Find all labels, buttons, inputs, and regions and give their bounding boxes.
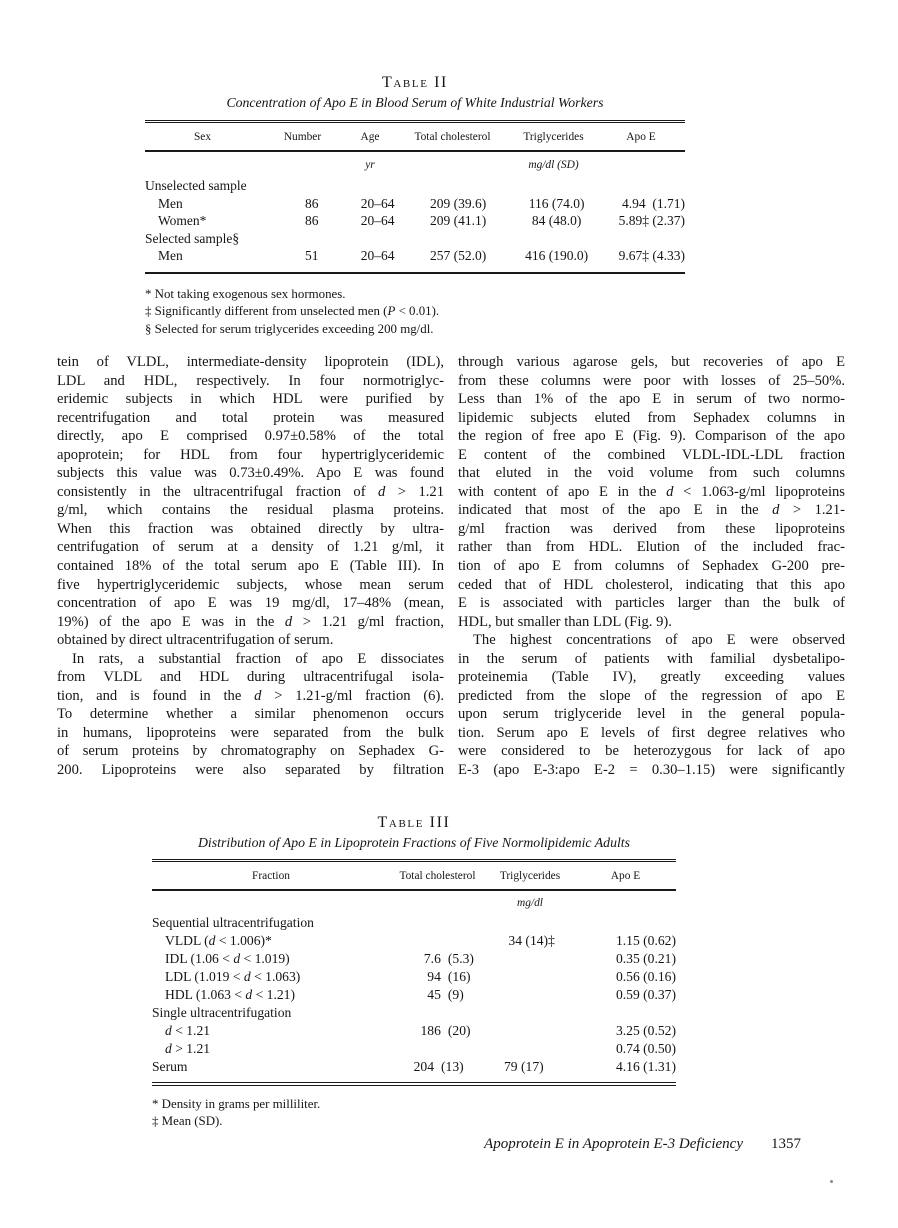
body-line: from VLDL and HDL during ultracentrifugal isola- <box>57 669 444 686</box>
table-2-cell: 51 <box>304 248 319 264</box>
table-3-row-label: IDL (1.06 < d < 1.019) <box>165 951 290 966</box>
body-line: E is associated with particles larger than the bulk of <box>458 595 845 612</box>
table-3 <box>152 814 676 1131</box>
table-3-footnote: ‡ Mean (SD). <box>152 1114 223 1129</box>
table-3-cholesterol-sd: (13) <box>441 1059 464 1074</box>
table-3-cholesterol-value <box>397 932 441 950</box>
table-3-cell-triglycerides: 34 (14)‡ <box>508 933 555 948</box>
table-2-row <box>145 195 685 213</box>
table-2-cell <box>597 230 685 248</box>
body-line: that eluted in the void volume from such columns <box>458 465 845 482</box>
table-3-cell-cholesterol <box>397 968 490 986</box>
table-3-row-label: HDL (1.063 < d < 1.21) <box>165 987 295 1002</box>
table-3-cell-apoe: 3.25 (0.52) <box>615 1023 676 1038</box>
body-line: subjects this value was 0.73±0.49%. Apo E was found <box>57 465 444 482</box>
body-line: HDL, but smaller than LDL (Fig. 9). <box>458 613 672 630</box>
table-2-units-mid: mg/dl (SD) <box>528 158 579 171</box>
body-line: five hypertriglyceridemic subjects, whose mean serum <box>57 576 444 593</box>
table-3-cholesterol-sd: (9) <box>447 987 464 1002</box>
table-3-cell-apoe <box>575 1004 676 1022</box>
body-line: E content of the combined VLDL-IDL-LDL fraction <box>458 446 845 463</box>
body-line: 19%) of the apo E was in the d > 1.21 g/ml fraction, <box>57 613 444 630</box>
table-3-subtitle: Distribution of Apo E in Lipoprotein Fractions of Five Normolipidemic Adults <box>197 835 631 850</box>
body-line: tion, and is found in the d > 1.21-g/ml fraction (6). <box>57 687 444 704</box>
table-2-cell: 116 (74.0) <box>528 195 585 211</box>
table-3-row <box>152 968 676 986</box>
body-line: proteinemia (Table IV), greatly exceeding values <box>458 669 845 686</box>
body-line: obtained by direct ultracentrifugation of serum. <box>57 632 334 649</box>
body-line: When this fraction was obtained directly by ultra- <box>57 520 444 537</box>
table-2-cell <box>395 177 510 195</box>
table-2-col-header: Triglycerides <box>523 130 584 143</box>
body-line: concentration of apo E was 19 mg/dl, 17–48% (mean, <box>57 595 444 612</box>
table-3-cell-triglycerides <box>489 968 577 986</box>
table-3-row <box>152 986 676 1004</box>
table-3-footnotes <box>152 1096 676 1131</box>
table-2-cell <box>510 177 597 195</box>
body-line: of serum proteins by chromatography on Sephadex G- <box>57 743 444 760</box>
body-line: recentrifugation and total protein was measured <box>57 409 444 426</box>
running-title: Apoprotein E in Apoprotein E-3 Deficiency <box>484 1136 743 1152</box>
table-2 <box>145 74 685 338</box>
table-3-units-row <box>152 891 676 914</box>
body-line: lipidemic subjects eluted from Sephadex columns in <box>458 409 845 426</box>
body-line: through various agarose gels, but recoveries of apo E <box>458 354 845 370</box>
table-3-cell-triglycerides <box>485 1004 575 1022</box>
table-2-footnote: * Not taking exogenous sex hormones. <box>145 286 346 301</box>
table-2-footnote: ‡ Significantly different from unselected men (P < 0.01). <box>145 304 440 319</box>
table-2-cell <box>260 230 345 248</box>
table-2-col-header: Total cholesterol <box>414 130 491 143</box>
table-3-cell-triglycerides <box>489 1022 577 1040</box>
body-line: 200. Lipoproteins were also separated by filtration <box>57 762 444 779</box>
body-line: LDL and HDL, respectively. In four normotriglyc- <box>57 372 444 389</box>
body-line: tion of apo E from columns of Sephadex G-200 pre- <box>458 558 845 575</box>
table-2-cell: 20–64 <box>360 248 395 264</box>
table-2-row <box>145 230 685 248</box>
table-3-cholesterol-sd: (5.3) <box>447 951 474 966</box>
body-line: tein of VLDL, intermediate-density lipoprotein (IDL), <box>57 354 444 370</box>
table-3-cell-apoe: 4.16 (1.31) <box>615 1059 676 1074</box>
table-2-row-label: Unselected sample <box>145 178 247 193</box>
table-2-units-row <box>145 152 685 177</box>
body-line: predicted from the slope of the regression of apo E <box>458 687 845 704</box>
table-3-row-label: LDL (1.019 < d < 1.063) <box>165 969 301 984</box>
table-2-row <box>145 212 685 230</box>
table-2-cell <box>260 177 345 195</box>
table-3-row <box>152 914 676 932</box>
table-2-cell: 86 <box>304 213 319 229</box>
body-line: tion. Serum apo E levels of first degree relatives who <box>458 724 845 741</box>
table-2-cell <box>345 177 395 195</box>
table-3-cell-triglycerides <box>489 950 577 968</box>
table-3-cell-cholesterol <box>397 1040 490 1058</box>
table-3-cell-cholesterol <box>397 950 490 968</box>
table-2-footnote: § Selected for serum triglycerides exceeding 200 mg/dl. <box>145 321 434 336</box>
table-2-row-label: Men <box>158 248 183 264</box>
body-line: upon serum triglyceride level in the general popula- <box>458 706 845 723</box>
body-line: E-3 (apo E-3:apo E-2 = 0.30–1.15) were significantly <box>458 762 845 779</box>
body-line: were considered to be heterozygous for lack of apo <box>458 743 845 760</box>
table-2-grid <box>145 120 685 274</box>
table-3-row <box>152 1022 676 1040</box>
scan-speck <box>830 1180 833 1183</box>
table-3-col-header: Total cholesterol <box>399 869 476 882</box>
table-2-cell <box>597 177 685 195</box>
table-3-row-label: Single ultracentrifugation <box>152 1005 292 1020</box>
table-2-cell <box>345 230 395 248</box>
body-line: in humans, lipoproteins were separated from the bulk <box>57 724 444 741</box>
table-2-footnotes <box>145 286 685 338</box>
body-line: The highest concentrations of apo E were observed <box>473 632 845 649</box>
table-3-cholesterol-sd: (20) <box>447 1023 471 1038</box>
table-3-cell-cholesterol <box>397 1022 490 1040</box>
body-line: ceded that of HDL cholesterol, indicating that this apo <box>458 576 845 593</box>
table-2-col-header: Age <box>360 130 380 143</box>
body-line: To determine whether a similar phenomenon occurs <box>57 706 444 723</box>
table-3-col-header: Fraction <box>252 869 290 882</box>
table-2-cell: 20–64 <box>360 213 395 229</box>
table-2-cell <box>510 230 597 248</box>
table-3-cell-cholesterol <box>390 1004 485 1022</box>
table-2-cell <box>395 230 510 248</box>
table-3-cell-apoe: 0.35 (0.21) <box>615 951 676 966</box>
table-3-row-label: d > 1.21 <box>165 1041 211 1056</box>
table-2-row <box>145 247 685 265</box>
page-footer <box>0 1136 801 1153</box>
table-3-cell-apoe: 0.59 (0.37) <box>615 987 676 1002</box>
table-3-row <box>152 932 676 950</box>
table-3-cholesterol-value <box>390 914 434 932</box>
table-3-cholesterol-value: 94 <box>427 969 441 984</box>
table-2-col-header: Number <box>283 130 322 143</box>
table-3-col-header: Apo E <box>610 869 641 882</box>
table-2-cell: 416 (190.0) <box>525 248 589 264</box>
body-line: from these columns were poor with losses of 25–50%. <box>458 372 845 389</box>
table-3-grid <box>152 859 676 1086</box>
table-3-col-header: Triglycerides <box>499 869 561 882</box>
table-3-row <box>152 1058 676 1076</box>
table-3-cholesterol-value <box>397 1040 441 1058</box>
table-3-cholesterol-value <box>390 1004 434 1022</box>
table-3-cholesterol-value: 45 <box>427 987 441 1002</box>
body-column-right <box>458 353 845 780</box>
table-2-cell: 4.94 (1.71) <box>622 195 685 211</box>
body-line: with content of apo E in the d < 1.063-g/ml lipoproteins <box>458 483 845 500</box>
table-3-cell-apoe: 1.15 (0.62) <box>615 933 676 948</box>
table-3-footnote: * Density in grams per milliliter. <box>152 1097 321 1111</box>
table-3-cell-apoe <box>575 914 676 932</box>
table-3-cell-triglycerides: 79 (17) <box>504 1059 544 1074</box>
table-2-units-age: yr <box>365 158 375 171</box>
table-2-row-label: Women* <box>158 213 207 229</box>
table-3-title: Table III <box>377 814 451 831</box>
table-2-title: Table II <box>382 74 448 91</box>
table-2-cell: 20–64 <box>360 195 395 211</box>
table-3-cholesterol-sd: (16) <box>447 969 471 984</box>
table-2-cell: 209 (41.1) <box>429 213 487 229</box>
table-2-row <box>145 177 685 195</box>
body-line: eridemic subjects in which HDL were purified by <box>57 391 444 408</box>
body-line: In rats, a substantial fraction of apo E dissociates <box>72 650 444 667</box>
table-3-row-label: Serum <box>152 1059 188 1074</box>
table-3-cell-cholesterol <box>397 986 490 1004</box>
body-line: contained 18% of the total serum apo E (Table III). In <box>57 558 444 575</box>
body-line: Less than 1% of the apo E in serum of two normo- <box>458 391 845 408</box>
table-3-cell-triglycerides <box>485 914 575 932</box>
table-3-cholesterol-value: 186 <box>420 1023 441 1038</box>
table-3-units-label: mg/dl <box>517 896 543 909</box>
table-3-row <box>152 950 676 968</box>
table-3-row-label: VLDL (d < 1.006)* <box>165 933 272 948</box>
table-2-cell: 5.89‡ (2.37) <box>618 213 685 229</box>
table-3-cell-apoe: 0.74 (0.50) <box>615 1041 676 1056</box>
table-2-cell: 209 (39.6) <box>429 195 487 211</box>
table-2-col-header: Apo E <box>626 130 656 143</box>
table-3-cell-triglycerides <box>489 986 577 1004</box>
table-2-cell: 257 (52.0) <box>429 248 487 264</box>
table-3-cell-cholesterol <box>390 914 485 932</box>
body-line: consistently in the ultracentrifugal fraction of d > 1.21 <box>57 483 444 500</box>
table-3-row <box>152 1004 676 1022</box>
body-line: rather than from HDL. Elution of the included frac- <box>458 539 845 556</box>
body-line: indicated that most of the apo E in the d > 1.21- <box>458 502 845 519</box>
table-3-cell-cholesterol <box>397 932 490 950</box>
body-line: in the serum of patients with familial dysbetalipo- <box>458 650 845 667</box>
table-3-row-label: d < 1.21 <box>165 1023 211 1038</box>
table-3-cholesterol-value: 7.6 <box>423 951 441 966</box>
body-line: g/ml, which contains the residual plasma proteins. <box>57 502 444 519</box>
table-2-cell: 84 (48.0) <box>531 213 582 229</box>
body-line: g/ml fraction was derived from these lipoproteins <box>458 520 845 537</box>
table-2-row-label: Men <box>158 195 183 211</box>
table-3-cell-triglycerides <box>489 1040 577 1058</box>
body-column-left <box>57 353 444 780</box>
table-2-cell: 86 <box>304 195 319 211</box>
table-3-cell-apoe: 0.56 (0.16) <box>615 969 676 984</box>
table-2-header-row <box>145 123 685 152</box>
table-2-row-label: Selected sample§ <box>145 230 240 246</box>
table-2-col-header: Sex <box>193 130 212 143</box>
body-line: apoprotein; for HDL from four hypertriglyceridemic <box>57 446 444 463</box>
table-2-cell: 9.67‡ (4.33) <box>618 248 685 264</box>
body-line: the region of free apo E (Fig. 9). Comparison of the apo <box>458 428 845 445</box>
table-2-subtitle: Concentration of Apo E in Blood Serum of White Industrial Workers <box>226 95 604 110</box>
body-line: directly, apo E comprised 0.97±0.58% of the total <box>57 428 444 445</box>
table-3-row-label: Sequential ultracentrifugation <box>152 915 314 930</box>
table-3-row <box>152 1040 676 1058</box>
table-3-header-row <box>152 862 676 891</box>
table-3-cell-cholesterol <box>390 1058 485 1076</box>
body-line: centrifugation of serum at a density of 1.21 g/ml, it <box>57 539 444 556</box>
page-number: 1357 <box>771 1136 801 1152</box>
table-3-cholesterol-value: 204 <box>413 1059 434 1074</box>
